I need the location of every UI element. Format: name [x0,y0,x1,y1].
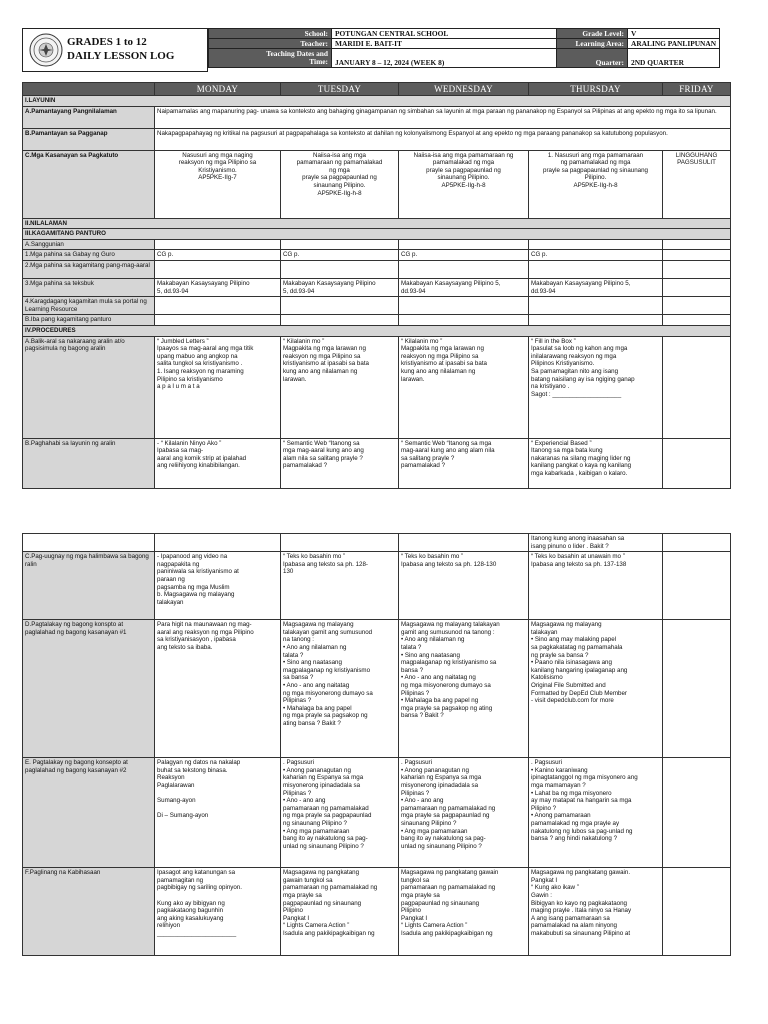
gabay-tuesday: CG p. [281,250,399,261]
gabay-wednesday: CG p. [399,250,529,261]
label-paghahabi: B.Paghahabi sa layunin ng aralin [23,438,155,488]
paglinang-wednesday: Magsagawa ng pangkatang gawain tungkol sa pamamaraan ng pamamalakad ng mga prayle sa pagpapaunlad ng sinaunang Pilipino Pangkat I “ Lights Camera Action ” Isadula ang pakikipagkaibigan ng [399,868,529,956]
header-title-line1: GRADES 1 to 12 [67,36,147,48]
paglinang-thursday: Magsagawa ng pangkatang gawain. Pangkat I “ Kung ako ikaw ” Gawin : Bibigyan ko kayo ng pagkakataong maging prayle . Itala ninyo sa Hanay A ang isang pamamaraan sa pamamalakad na alam ninyong makabubuti sa sinaunang Pilipino at [529,868,663,956]
pagtalakay-1-monday: Para higit na maunawaan ng mag- aaral ang reaksyon ng mga Pilipino sa kristiyanisasyon , ipabasa ang teksto sa ibaba. [155,620,281,758]
paghahabi-tuesday: “ Semantic Web “Itanong sa mga mag-aaral kung ano ang alam nila sa salitang prayle ? pamamalakad ? [281,438,399,488]
teacher-value: MARIDI E. BAIT-IT [332,39,557,49]
area-value: ARALING PANLIPUNAN [628,39,720,49]
label-paglinang: F.Paglinang na Kabihasaan [23,868,155,956]
balik-aral-thursday: “ Fill in the Box ” Ipasulat sa loob ng kahon ang mga inilalarawang reaksyon ng mga Pilipinos Kristiyanismo. Sa pamamagitan nito ang isang batang naisilang ay isa ngiging ganap na kristiyano . Sagot : ____________________ [529,336,663,438]
day-friday: FRIDAY [663,83,731,96]
label-pag-uugnay: C.Pag-uugnay ng mga halimbawa sa bagong ralin [23,552,155,620]
day-thursday: THURSDAY [529,83,663,96]
pagtalakay-2-wednesday: . Pagsusuri • Anong pananagutan ng kaharian ng Espanya sa mga misyonerong ipinadadala sa Pilipinas ? • Ano - ano ang pamamaraan ng pamamalakad ng mga prayle sa pagpapaunlad ng sinaunang Pilipino ? • Ang mga pamamaraan bang ito ay nakatulong sa pag- unlad ng sinaunang Pilipino ? [399,758,529,868]
kasanayan-monday: Nasusuri ang mga naging reaksyon ng mga Pilipino sa Kristiyanismo. AP5PKE-IIg-7 [155,150,281,218]
kasanayan-wednesday: Naiisa-isa ang mga pamamaraan ng pamamalakad ng mga prayle sa pagpapaunlad ng sinaunang Pilipino. AP5PKE-IIg-h-8 [399,150,529,218]
label-pagtalakay-1: D.Pagtalakay ng bagong konspto at paglalahad ng bagong kasanayan #1 [23,620,155,758]
school-label: School: [209,29,332,39]
day-monday: MONDAY [155,83,281,96]
dates-label [209,49,332,68]
gabay-thursday: CG p. [529,250,663,261]
teksbuk-tuesday: Makabayan Kasaysayang Pilipino 5, dd.93-94 [281,278,399,296]
label-pagtalakay-2: E. Pagtalakay ng bagong konsepto at paglalahad ng bagong kasanayan #2 [23,758,155,868]
text-pamantayang-pangnilalaman: Naipamamalas ang mapanuring pag- unawa sa konteksto ang bahaging ginagampanan ng simbahan sa layunin at mga paraan ng pananakop ng Espanyol sa Pilipinas at ang epekto ng mga ito sa lipunan. [155,106,731,128]
pag-uugnay-tuesday: “ Teks ko basahin mo ” Ipabasa ang teksto sa ph. 128- 130 [281,552,399,620]
paghahabi-monday: - “ Kilalanin Ninyo Ako ” Ipabasa sa mag- aaral ang komik strip at ipalahad ang reliihiyong kinabibilangan. [155,438,281,488]
pagtalakay-1-wednesday: Magsagawa ng malayang talakayan gamit ang sumusunod na tanong : • Ano ang nilalaman ng talata ? • Sino ang naatasang magpalaganap ng kristiyanismo sa bansa ? • Ano - ano ang naitatag ng ng mga misyonerong dumayo sa Pilipinas ? • Mahalaga ba ang papel ng mga prayle sa pagsakop ng ating bansa ? Bakit ? [399,620,529,758]
label-sanggunian: A.Sanggunian [23,239,155,250]
pagtalakay-2-tuesday: . Pagsusuri • Anong pananagutan ng kaharian ng Espanya sa mga misyonerong ipinadadala sa Pilipinas ? • Ano - ano ang pamamaraan ng pamamalakad ng mga prayle sa pagpapaunlad ng sinaunang Pilipino ? • Ang mga pamamaraan bang ito ay nakatulong sa pag- unlad ng sinaunang Pilipino ? [281,758,399,868]
label-kasanayan: C.Mga Kasanayan sa Pagkatuto [23,150,155,218]
header-info-table [208,28,720,68]
label-pamantayang-pangnilalaman: A.Pamantayang Pangnilalaman [23,106,155,128]
teksbuk-monday: Makabayan Kasaysayang Pilipino 5, dd.93-94 [155,278,281,296]
header [22,28,730,72]
lesson-grid-page-1 [22,82,731,489]
pag-uugnay-wednesday: “ Teks ko basahin mo ” Ipabasa ang teksto sa ph. 128-130 [399,552,529,620]
pag-uugnay-monday: - Ipapanood ang video na nagpapakita ng paniniwala sa kristiyanismo at paraan ng pagsamba ng mga Muslim b. Magsagawa ng malayang talakayan [155,552,281,620]
label-iba-pang-kagamitan: B.Iba pang kagamitang panturo [23,315,155,326]
gabay-monday: CG p. [155,250,281,261]
pagtalakay-1-tuesday: Magsagawa ng malayang talakayan gamit ang sumusunod na tanong : • Ano ang nilalaman ng talata ? • Sino ang naatasang magpalaganap ng kristiyanismo sa bansa ? • Ano - ano ang naitatag ng mga misyonerong dumayo sa Pilipinas ? • Mahalaga ba ang papel ng mga prayle sa pagsakop ng ating bansa ? Bakit ? [281,620,399,758]
label-balik-aral: A.Balik-aral sa nakaraang aralin at/o pagsisimula ng bagong aralin [23,336,155,438]
lesson-log-page-2 [22,533,730,956]
section-procedures: IV.PROCEDURES [23,325,731,336]
paglinang-monday: Ipasagot ang katanungan sa pamamagitan ng pagbibigay ng sariling opinyon. Kung ako ay bibigyan ng pagkakataong bagunhin ang aking kasalukuyang relihiyon _______________________ [155,868,281,956]
day-wednesday: WEDNESDAY [399,83,529,96]
pagtalakay-1-thursday: Magsagawa ng malayang talakayan • Sino ang may malaking papel sa pagkakatatag ng pamamahala ng prayle sa bansa ? • Paano nila isinasagawa ang kanilang hangaring ipalaganap ang Katolisismo Original File Submitted and Formatted by DepEd Club Member - visit depedclub.com for more [529,620,663,758]
section-nilalaman: II.NILALAMAN [23,218,731,229]
pagtalakay-2-thursday: . Pagsusuri • Kanino karaniwang ipinagtatanggol ng mga misyonero ang mga mamamayan ? • Lahat ba ng mga misyonero ay may matapat na hangarin sa mga Pilipino ? • Anong pamamaraan pamamalakad ng mga prayle ay nakatulong ng lubos sa pag-unlad ng bansa ? ang hindi nakatulong ? [529,758,663,868]
quarter-value: 2ND QUARTER [628,49,720,68]
section-kagamitan: III.KAGAMITANG PANTURO [23,229,731,240]
label-teksbuk: 3.Mga pahina sa teksbuk [23,278,155,296]
dates-label-line2: Time: [309,57,328,66]
teksbuk-wednesday: Makabayan Kasaysayang Pilipino 5, dd.93-94 [399,278,529,296]
pag-uugnay-thursday: “ Teks ko basahin at unawain mo ” Ipabasa ang teksto sa ph. 137-138 [529,552,663,620]
day-tuesday: TUESDAY [281,83,399,96]
paghahabi-wednesday: “ Semantic Web “Itanong sa mga mag-aaral kung ano ang alam nila sa salitang prayle ? pamamalakad ? [399,438,529,488]
teksbuk-thursday: Makabayan Kasaysayang Pilipino 5, dd.93-94 [529,278,663,296]
dates-label-line1: Teaching Dates and [266,49,328,58]
continuation-thursday: Itanong kung anong inaasahan sa isang pinuno o lider . Bakit ? [529,534,663,552]
school-value: POTUNGAN CENTRAL SCHOOL [332,29,557,39]
balik-aral-tuesday: “ Kilalanin mo ” Magpakita ng mga larawan ng reaksyon ng mga Pilipino sa kristiyanismo at ipasabi sa bata kung ano ang nilalaman ng larawan. [281,336,399,438]
pagtalakay-2-monday: Palagyan ng datos na nakalap buhat sa tekstong binasa. Reaksyon Paglalarawan Sumang-ayon Di – Sumang-ayon [155,758,281,868]
balik-aral-wednesday: “ Kilalanin mo ” Magpakita ng mga larawan ng reaksyon ng mga Pilipino sa kristiyanismo at ipasabi sa bata kung ano ang nilalaman ng larawan. [399,336,529,438]
grade-value: V [628,29,720,39]
kasanayan-thursday: 1. Nasusuri ang mga pamamaraan ng pamamalakad ng mga prayle sa pagpapaunlad ng sinaunang Pilipino. AP5PKE-IIg-h-8 [529,150,663,218]
balik-aral-monday: “ Jumbled Letters ” Ipaayos sa mag-aaral ang mga titik upang mabuo ang angkop na salita tungkol sa kristiyanismo . 1. Isang reaksyon ng maraming Pilipino sa kristiyanismo a p a l u m a t a [155,336,281,438]
lesson-grid-page-2 [22,533,731,956]
header-title-box [22,28,208,72]
teacher-label: Teacher: [209,39,332,49]
dates-value: JANUARY 8 – 12, 2024 (WEEK 8) [332,49,557,68]
label-gabay-guro: 1.Mga pahina sa Gabay ng Guro [23,250,155,261]
label-pamantayan-sa-pagganap: B.Pamantayan sa Pagganap [23,128,155,150]
grid-corner [23,83,155,96]
grade-label: Grade Level: [557,29,628,39]
quarter-label: Quarter: [557,49,628,68]
text-pamantayan-sa-pagganap: Nakapagpapahayag ng kritikal na pagsusuri at pagpapahalaga sa konteksto at dahilan ng kolonyalismong Espanyol at ang epekto ng mga paraang pananakop sa katutubong populasyon. [155,128,731,150]
kasanayan-tuesday: Naiisa-isa ang mga pamamaraan ng pamamalakad ng mga prayle sa pagpapaunlad ng sinaunang Pilipino. AP5PKE-IIg-h-8 [281,150,399,218]
label-karagdagang-kagamitan: 4.Karagdagang kagamitan mula sa portal ng Learning Resource [23,297,155,315]
kasanayan-friday: LINGGUHANG PAGSUSULIT [663,150,731,218]
section-layunin: I.LAYUNIN [23,96,731,107]
header-title-line2: DAILY LESSON LOG [67,50,175,62]
paglinang-tuesday: Magsagawa ng pangkatang gawain tungkol sa pamamaraan ng pamamalakad ng mga prayle sa pagpapaunlad ng sinaunang Pilipino Pangkat I “ Lights Camera Action ” Isadula ang pakikipagkaibigan ng [281,868,399,956]
paghahabi-thursday: “ Experiencial Based ” Itanong sa mga bata kung nakaranas na silang maging lider ng kanilang pangkat o kaya ng kanilang mga kabarkada , kaibigan o kalaro. [529,438,663,488]
lesson-log-page-1 [22,28,730,489]
area-label: Learning Area: [557,39,628,49]
deped-seal-icon [29,33,63,67]
label-kagamitang-pang-mag-aaral: 2.Mga pahina sa kagamitang pang-mag-aaral [23,260,155,278]
